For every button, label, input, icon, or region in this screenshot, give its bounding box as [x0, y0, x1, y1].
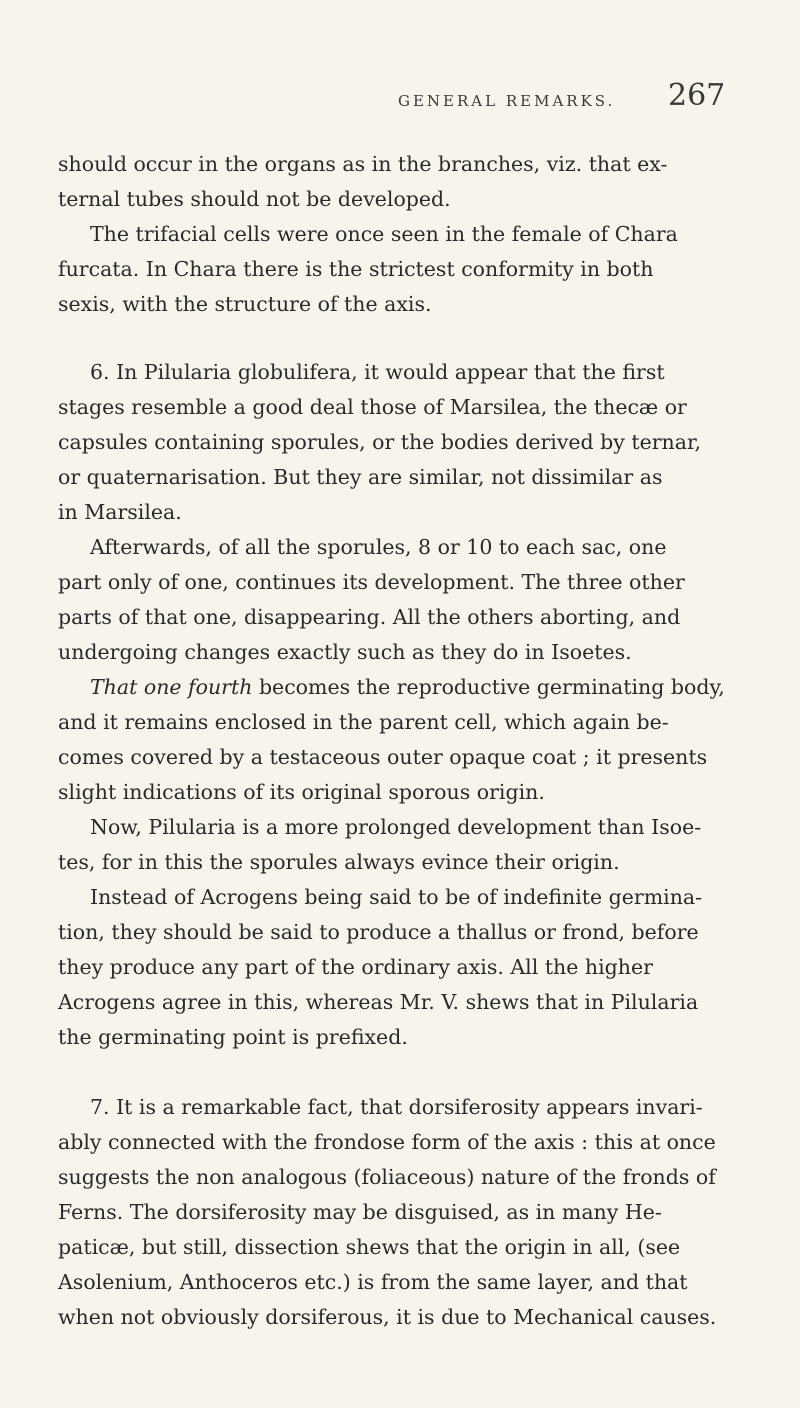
text-line: Now, Pilularia is a more prolonged development than Isoe- — [90, 815, 702, 839]
text-line: Instead of Acrogens being said to be of indefinite germina- — [90, 885, 703, 909]
italic-phrase: That one fourth — [90, 675, 253, 699]
text-line: paticæ, but still, dissection shews that the origin in all, (see — [58, 1235, 681, 1259]
text-line: undergoing changes exactly such as they do in Isoetes. — [58, 640, 632, 664]
text-line: Ferns. The dorsiferosity may be disguised, as in many He- — [58, 1200, 662, 1224]
text-line: they produce any part of the ordinary axis. All the higher — [58, 955, 653, 979]
text-line: and it remains enclosed in the parent cell, which again be- — [58, 710, 669, 734]
text-line: The trifacial cells were once seen in the female of Chara — [90, 222, 678, 246]
text-line: stages resemble a good deal those of Marsilea, the thecæ or — [58, 395, 687, 419]
text-line: furcata. In Chara there is the strictest conformity in both — [58, 257, 654, 281]
text-line: or quaternarisation. But they are similar, not dissimilar as — [58, 465, 663, 489]
text-line: 7. It is a remarkable fact, that dorsiferosity appears invari- — [90, 1095, 703, 1119]
text-line: comes covered by a testaceous outer opaque coat ; it presents — [58, 745, 708, 769]
text-line: Acrogens agree in this, whereas Mr. V. shews that in Pilularia — [58, 990, 699, 1014]
text-line — [90, 673, 725, 701]
text-line: capsules containing sporules, or the bodies derived by ternar, — [58, 430, 702, 454]
text-line: ternal tubes should not be developed. — [58, 187, 451, 211]
text-line: tes, for in this the sporules always evince their origin. — [58, 850, 620, 874]
text-line: should occur in the organs as in the branches, viz. that ex- — [58, 152, 668, 176]
text-line: when not obviously dorsiferous, it is due to Mechanical causes. — [58, 1305, 717, 1329]
text-line: sexis, with the structure of the axis. — [58, 292, 432, 316]
text-line: ably connected with the frondose form of the axis : this at once — [58, 1130, 716, 1154]
text-line: tion, they should be said to produce a thallus or frond, before — [58, 920, 699, 944]
text-line: part only of one, continues its development. The three other — [58, 570, 685, 594]
running-title: GENERAL REMARKS. — [398, 92, 616, 110]
text-line-rest: becomes the reproductive germinating body, — [252, 675, 725, 699]
text-line: 6. In Pilularia globulifera, it would appear that the first — [90, 360, 665, 384]
text-line: parts of that one, disappearing. All the others aborting, and — [58, 605, 681, 629]
text-line: the germinating point is prefixed. — [58, 1025, 408, 1049]
text-line: Asolenium, Anthoceros etc.) is from the same layer, and that — [58, 1270, 688, 1294]
text-line: suggests the non analogous (foliaceous) nature of the fronds of — [58, 1165, 716, 1189]
running-head — [0, 78, 800, 118]
text-line: slight indications of its original sporous origin. — [58, 780, 545, 804]
page-number: 267 — [668, 78, 726, 113]
text-line: in Marsilea. — [58, 500, 182, 524]
text-line: Afterwards, of all the sporules, 8 or 10 to each sac, one — [90, 535, 667, 559]
